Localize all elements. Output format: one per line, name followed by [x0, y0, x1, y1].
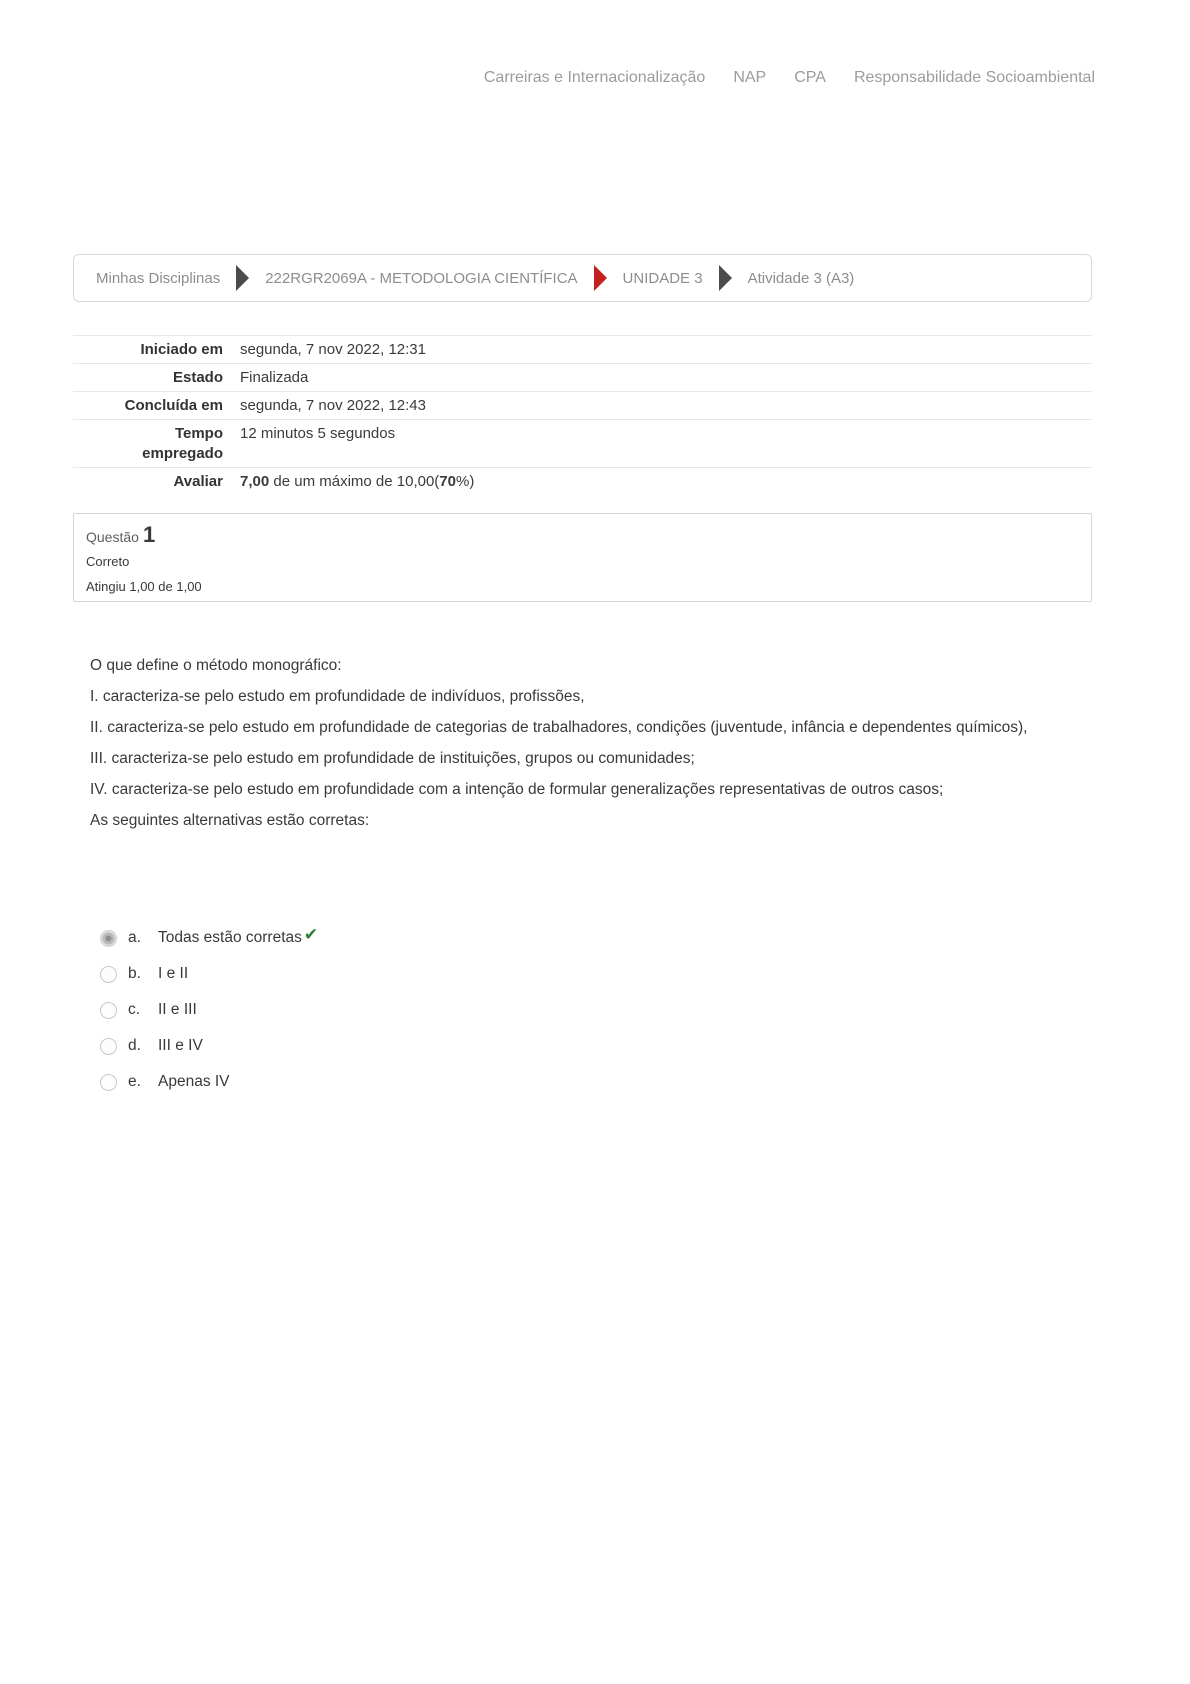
- breadcrumb-item-course[interactable]: 222RGR2069A - METODOLOGIA CIENTÍFICA: [265, 269, 578, 287]
- chevron-right-icon: [236, 265, 249, 291]
- question-intro: O que define o método monográfico:: [90, 657, 342, 674]
- summary-row-avaliar: [73, 467, 1092, 495]
- answer-options: [100, 920, 318, 1100]
- summary-value: segunda, 7 nov 2022, 12:31: [240, 340, 426, 358]
- option-letter: a.: [128, 929, 141, 946]
- question-grade: Atingiu 1,00 de 1,00: [86, 579, 202, 594]
- breadcrumb-item-atividade-3: Atividade 3 (A3): [747, 269, 855, 287]
- summary-row-iniciado-em: [73, 335, 1092, 363]
- option-text: I e II: [158, 965, 189, 982]
- question-item-ii: II. caracteriza-se pelo estudo em profundidade de categorias de trabalhadores, condições (juventude, infância e dependentes químicos),: [90, 719, 1028, 736]
- summary-value: 7,00 de um máximo de 10,00(70%): [240, 472, 475, 490]
- grade-value: 7,00: [240, 472, 270, 490]
- top-navigation: [73, 68, 1095, 88]
- nav-item-cpa[interactable]: CPA: [794, 69, 826, 86]
- question-item-i: I. caracteriza-se pelo estudo em profundidade de indivíduos, profissões,: [90, 688, 585, 705]
- summary-value: Finalizada: [240, 368, 309, 386]
- answer-option-d[interactable]: [100, 1028, 318, 1064]
- summary-row-concluida-em: [73, 391, 1092, 419]
- summary-label: Estado: [172, 368, 223, 386]
- breadcrumb: [73, 254, 1092, 302]
- option-text: Todas estão corretas: [158, 929, 302, 946]
- breadcrumb-item-unidade-3[interactable]: UNIDADE 3: [622, 269, 703, 287]
- nav-item-carreiras-internacionalizacao[interactable]: Carreiras e Internacionalização: [483, 69, 706, 86]
- nav-item-nap[interactable]: NAP: [733, 69, 767, 86]
- grade-percent: 70: [439, 472, 456, 490]
- question-number: [86, 521, 1079, 551]
- option-text: III e IV: [158, 1037, 203, 1054]
- radio-icon[interactable]: [100, 1002, 117, 1019]
- summary-label: Iniciado em: [140, 340, 223, 358]
- summary-row-estado: [73, 363, 1092, 391]
- question-text: [90, 655, 1075, 841]
- summary-row-tempo-empregado: [73, 419, 1092, 467]
- option-letter: b.: [128, 965, 141, 982]
- option-letter: d.: [128, 1037, 141, 1054]
- summary-label: Avaliar: [173, 472, 223, 490]
- answer-option-b[interactable]: [100, 956, 318, 992]
- chevron-right-icon: [719, 265, 732, 291]
- attempt-summary-table: [73, 335, 1092, 495]
- question-word: Questão: [86, 529, 139, 545]
- question-info-box: [73, 513, 1092, 602]
- breadcrumb-item-minhas-disciplinas[interactable]: Minhas Disciplinas: [96, 269, 221, 287]
- radio-icon[interactable]: [100, 1038, 117, 1055]
- radio-selected-icon[interactable]: [100, 930, 117, 947]
- option-text: Apenas IV: [158, 1073, 230, 1090]
- summary-label: Concluída em: [124, 396, 223, 414]
- nav-item-responsabilidade-socioambiental[interactable]: Responsabilidade Socioambiental: [853, 69, 1095, 86]
- chevron-right-icon: [594, 265, 607, 291]
- question-status: Correto: [86, 554, 130, 569]
- answer-option-c[interactable]: [100, 992, 318, 1028]
- question-number-value: 1: [142, 522, 156, 547]
- radio-icon[interactable]: [100, 966, 117, 983]
- correct-check-icon: ✔: [303, 924, 319, 944]
- question-item-iv: IV. caracteriza-se pelo estudo em profundidade com a intenção de formular generalizações representativas de outros casos;: [90, 781, 944, 798]
- summary-value: 12 minutos 5 segundos: [240, 424, 396, 442]
- summary-label: Tempo empregado: [142, 424, 223, 462]
- summary-value: segunda, 7 nov 2022, 12:43: [240, 396, 426, 414]
- option-letter: c.: [128, 1001, 141, 1018]
- question-prompt: As seguintes alternativas estão corretas:: [90, 812, 370, 829]
- option-letter: e.: [128, 1073, 141, 1090]
- question-item-iii: III. caracteriza-se pelo estudo em profundidade de instituições, grupos ou comunidades;: [90, 750, 695, 767]
- answer-option-a[interactable]: [100, 920, 318, 956]
- answer-option-e[interactable]: [100, 1064, 318, 1100]
- radio-icon[interactable]: [100, 1074, 117, 1091]
- option-text: II e III: [158, 1001, 197, 1018]
